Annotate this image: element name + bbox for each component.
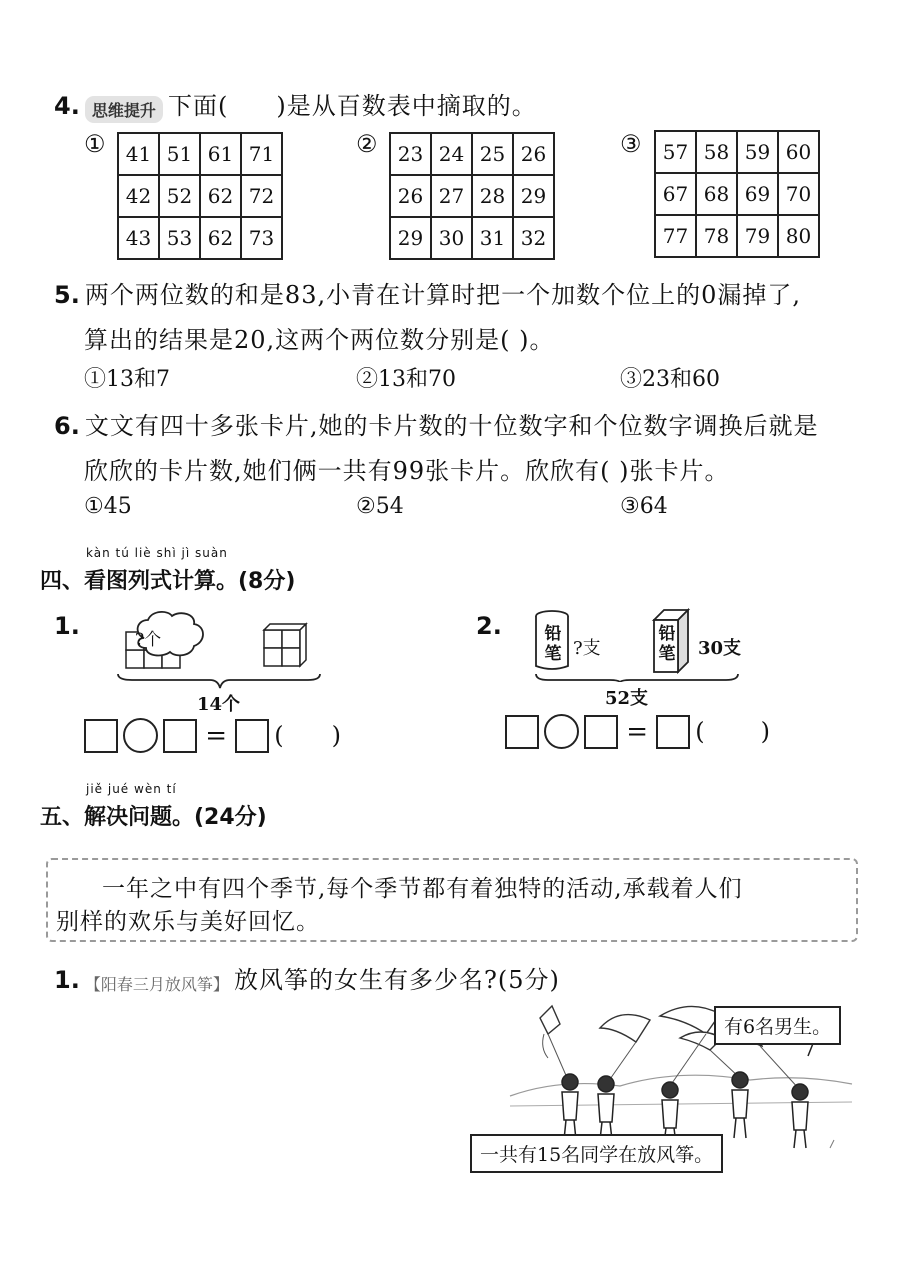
known-count: 30支 bbox=[698, 638, 742, 659]
grid-cell: 62 bbox=[200, 175, 241, 217]
option-3-label: ③ bbox=[620, 130, 642, 158]
grid-cell: 79 bbox=[737, 215, 778, 257]
answer-option[interactable]: ①45 bbox=[84, 494, 132, 519]
grid-cell: 71 bbox=[241, 133, 282, 175]
grid-cell: 23 bbox=[390, 133, 431, 175]
grid-cell: 52 bbox=[159, 175, 200, 217]
unit-paren-open: ( bbox=[695, 717, 705, 746]
section-4-pinyin: kàn tú liè shì jì suàn bbox=[86, 546, 228, 560]
answer-box[interactable] bbox=[505, 715, 539, 749]
grid-cell: 29 bbox=[513, 175, 554, 217]
thinking-tag: 思维提升 bbox=[85, 96, 163, 123]
answer-box[interactable] bbox=[584, 715, 618, 749]
question-line-2: 算出的结果是20,这两个两位数分别是( )。 bbox=[84, 326, 555, 354]
grid-cell: 62 bbox=[200, 217, 241, 259]
question-4-header bbox=[54, 86, 537, 123]
problem-number: 1. bbox=[54, 612, 80, 640]
answer-option[interactable]: ②13和70 bbox=[356, 367, 456, 392]
grid-cell: 77 bbox=[655, 215, 696, 257]
grid-cell: 42 bbox=[118, 175, 159, 217]
grid-cell: 80 bbox=[778, 215, 819, 257]
section-5-question-1 bbox=[54, 960, 560, 995]
question-line-2: 欣欣的卡片数,她们俩一共有99张卡片。欣欣有( )张卡片。 bbox=[84, 457, 730, 485]
option-1-label: ① bbox=[84, 130, 106, 158]
answer-box[interactable] bbox=[163, 719, 197, 753]
pencil-box-2-label: 铅笔 bbox=[658, 624, 676, 664]
grid-cell: 70 bbox=[778, 173, 819, 215]
grid-cell: 32 bbox=[513, 217, 554, 259]
grid-cell: 25 bbox=[472, 133, 513, 175]
story-line-1: 一年之中有四个季节,每个季节都有着独特的活动,承载着人们 bbox=[102, 876, 743, 902]
question-5 bbox=[54, 275, 801, 310]
grid-cell: 73 bbox=[241, 217, 282, 259]
answer-box[interactable] bbox=[235, 719, 269, 753]
total-label: 14个 bbox=[197, 694, 241, 715]
question-number: 4. bbox=[54, 92, 80, 120]
topic-tag: 【阳春三月放风筝】 bbox=[84, 975, 229, 994]
question-text: 放风筝的女生有多少名?(5分) bbox=[234, 966, 560, 994]
answer-option[interactable]: ①13和7 bbox=[84, 367, 170, 392]
unit-paren-open: ( bbox=[274, 721, 284, 750]
question-number: 6. bbox=[54, 412, 80, 440]
grid-cell: 59 bbox=[737, 131, 778, 173]
grid-cell: 51 bbox=[159, 133, 200, 175]
number-grid-3 bbox=[654, 130, 820, 258]
equation-row-1: = ( ) bbox=[84, 718, 341, 753]
grid-cell: 27 bbox=[431, 175, 472, 217]
grid-cell: 28 bbox=[472, 175, 513, 217]
unit-paren-close: ) bbox=[331, 721, 342, 750]
problem-number: 2. bbox=[476, 612, 502, 640]
grid-cell: 60 bbox=[778, 131, 819, 173]
question-line-1: 两个两位数的和是83,小青在计算时把一个加数个位上的0漏掉了, bbox=[84, 281, 801, 309]
grid-cell: 30 bbox=[431, 217, 472, 259]
question-text-after: )是从百数表中摘取的。 bbox=[276, 92, 537, 120]
grid-cell: 41 bbox=[118, 133, 159, 175]
total-label: 52支 bbox=[605, 688, 649, 709]
grid-cell: 78 bbox=[696, 215, 737, 257]
grid-cell: 58 bbox=[696, 131, 737, 173]
answer-option[interactable]: ③23和60 bbox=[620, 367, 720, 392]
grid-cell: 67 bbox=[655, 173, 696, 215]
section-5-title: 五、解决问题。(24分) bbox=[40, 805, 267, 830]
grid-cell: 72 bbox=[241, 175, 282, 217]
pencil-box-1-label: 铅笔 bbox=[544, 624, 562, 664]
grid-cell: 53 bbox=[159, 217, 200, 259]
grid-cell: 26 bbox=[390, 175, 431, 217]
answer-option[interactable]: ③64 bbox=[620, 494, 668, 519]
cubes-illustration bbox=[112, 608, 327, 692]
unit-paren-close: ) bbox=[760, 717, 771, 746]
option-2-label: ② bbox=[356, 130, 378, 158]
grid-cell: 57 bbox=[655, 131, 696, 173]
question-text-before: 下面( bbox=[168, 92, 229, 120]
grid-cell: 26 bbox=[513, 133, 554, 175]
grid-cell: 43 bbox=[118, 217, 159, 259]
question-line-1: 文文有四十多张卡片,她的卡片数的十位数字和个位数字调换后就是 bbox=[84, 412, 819, 440]
question-number: 5. bbox=[54, 281, 80, 309]
unknown-count: ?支 bbox=[573, 638, 601, 659]
answer-option[interactable]: ②54 bbox=[356, 494, 404, 519]
grid-cell: 61 bbox=[200, 133, 241, 175]
story-line-2: 别样的欢乐与美好回忆。 bbox=[56, 909, 320, 935]
question-number: 1. bbox=[54, 966, 80, 994]
callout-boys: 有6名男生。 bbox=[714, 1006, 841, 1045]
section-4-title: 四、看图列式计算。(8分) bbox=[40, 569, 296, 594]
question-6 bbox=[54, 406, 819, 441]
section-5-pinyin: jiě jué wèn tí bbox=[86, 782, 177, 796]
grid-cell: 29 bbox=[390, 217, 431, 259]
number-grid-1 bbox=[117, 132, 283, 260]
grid-cell: 69 bbox=[737, 173, 778, 215]
grid-cell: 68 bbox=[696, 173, 737, 215]
callout-total: 一共有15名同学在放风筝。 bbox=[470, 1134, 723, 1173]
equation-row-2: = ( ) bbox=[505, 714, 770, 749]
operator-circle[interactable] bbox=[123, 718, 158, 753]
cloud-label: ?个 bbox=[135, 630, 162, 650]
number-grid-2 bbox=[389, 132, 555, 260]
answer-box[interactable] bbox=[656, 715, 690, 749]
grid-cell: 24 bbox=[431, 133, 472, 175]
grid-cell: 31 bbox=[472, 217, 513, 259]
answer-box[interactable] bbox=[84, 719, 118, 753]
operator-circle[interactable] bbox=[544, 714, 579, 749]
